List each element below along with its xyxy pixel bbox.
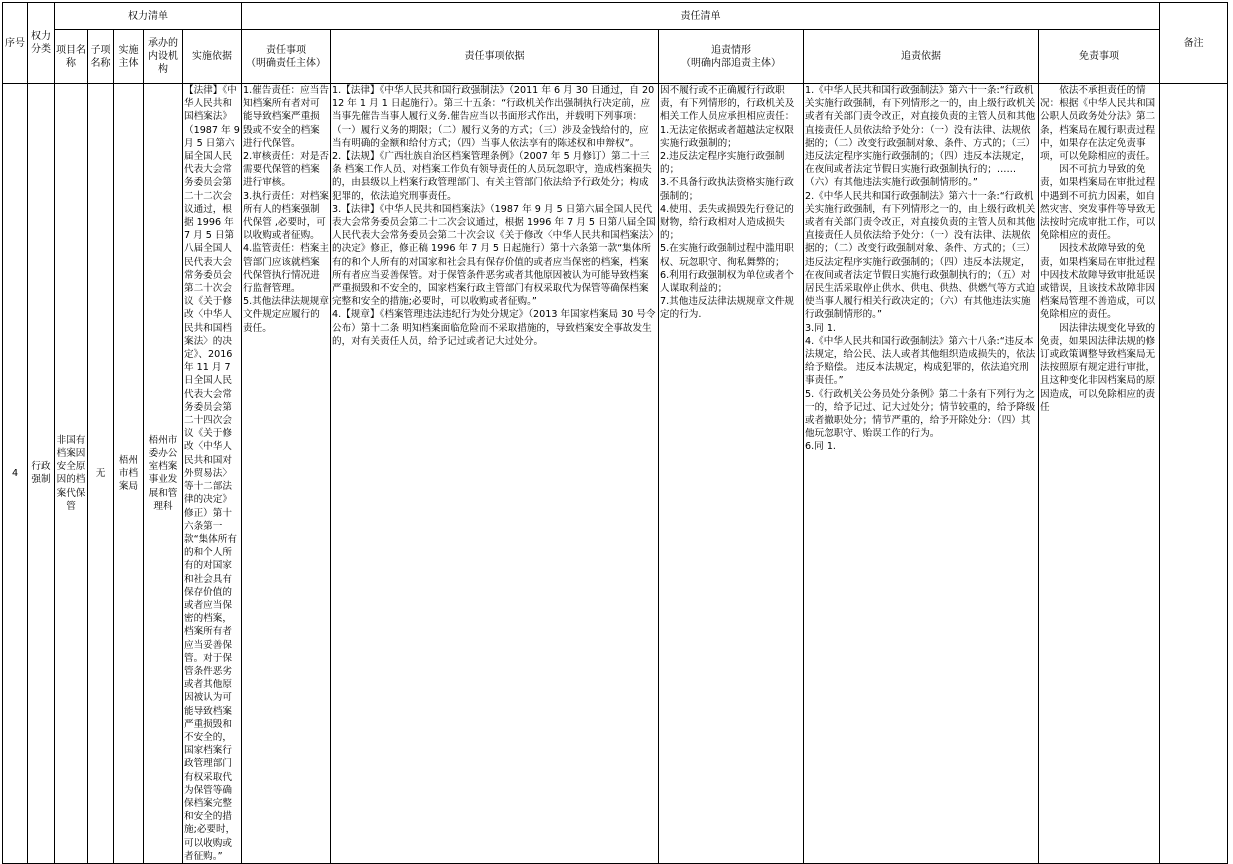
header-seq: 序号	[3, 3, 28, 84]
header-sub-item-name: 子项名称	[88, 30, 114, 84]
row-seq: 4	[3, 84, 28, 864]
header-duty-subtitle: （明确责任主体）	[246, 57, 327, 69]
header-remarks: 备注	[1160, 3, 1228, 84]
header-accountability-basis: 追责依据	[804, 30, 1039, 84]
exemption-paragraph: 依法不承担责任的情况：根据《中华人民共和国公职人员政务处分法》第二条，档案局在履行职责过程中，如果存在法定免责事项，可以免除相应的责任。	[1040, 85, 1156, 163]
header-internal-org: 承办的内设机构	[144, 30, 183, 84]
power-responsibility-table	[2, 2, 1228, 864]
header-subject: 实施主体	[114, 30, 144, 84]
row-item-name: 非国有档案因安全原因的档案代保管	[55, 84, 88, 864]
header-basis: 实施依据	[183, 30, 242, 84]
header-duty	[242, 30, 331, 84]
header-exemption: 免责事项	[1039, 30, 1160, 84]
header-responsibility-list: 责任清单	[242, 3, 1160, 30]
row-subject: 梧州市档案局	[114, 84, 144, 864]
exemption-paragraph: 因技术故障导致的免责，如果档案局在审批过程中因技术故障导致审批延误或错误，且该技术故障非因档案局管理不善造成，可以免除相应的责任。	[1040, 243, 1156, 321]
row-basis: 【法律】《中华人民共和国档案法》（1987 年 9 月 5 日第六届全国人民代表大会常务委员会第二十二次会议通过，根据 1996 年 7 月 5 日第八届全国人民代表大会常务委员会第二十次会议《关于修改〈中华人民共和国档案法〉的决定》、2016 年 11 月 7 日全国人民代表大会常务委员会第二十四次会议《关于修改〈中华人民共和国对外贸易法〉等十二部法律的决定》修正）第十六条第一款“集体所有的和个人所有的对国家和社会具有保存价值的或者应当保密的档案，档案所有者应当妥善保管。对于保管条件恶劣或者其他原因被认为可能导致档案严重损毁和不安全的，国家档案行政管理部门有权采取代为保管等确保档案完整和安全的措施;必要时，可以收购或者征购。”	[184, 85, 240, 862]
exemption-paragraph: 因法律法规变化导致的免责，如果因法律法规的修订或政策调整导致档案局无法按照原有规定进行审批，且这种变化非因档案局的原因造成，可以免除相应的责任	[1040, 322, 1156, 413]
row-exemption	[1039, 84, 1160, 864]
row-accountability-basis: 1.《中华人民共和国行政强制法》第六十一条:“行政机关实施行政强制，有下列情形之一的，由上级行政机关或者有关部门责令改正，对直接负责的主管人员和其他直接责任人员依法给予处分：（一）没有法律、法规依据的；（二）改变行政强制对象、条件、方式的；（三）违反法定程序实施行政强制的；（四）违反本法规定，在夜间或者法定节假日实施行政强制执行的；……（六）有其他违法实施行政强制情形的。” 2.《中华人民共和国行政强制法》第六十一条:“行政机关实施行政强制，有下列情形之一的，由上级行政机关或者有关部门责令改正，对直接负责的主管人员和其他直接责任人员依法给予处分：（一）没有法律、法规依据的；（二）改变行政强制对象、条件、方式的；（三）违反法定程序实施行政强制的；（四）违反本法规定，在夜间或者法定节假日实施行政强制执行的；（五）对居民生活采取停止供水、供电、供热、供燃气等方式迫使当事人履行相关行政决定的；（六）有其他违法实施行政强制情形的。” 3.同 1. 4.《中华人民共和国行政强制法》第六十八条:“违反本法规定，给公民、法人或者其他组织造成损失的，依法给予赔偿。 违反本法规定，构成犯罪的，依法追究刑事责任。” 5.《行政机关公务员处分条例》第二十条有下列行为之一的，给予记过、记大过处分；情节较重的，给予降级或者撤职处分；情节严重的，给予开除处分：（四）其他玩忽职守、贻误工作的行为。 6.同 1.	[804, 84, 1039, 864]
row-duty: 1.催告责任：应当告知档案所有者对可能导致档案严重损毁或不安全的档案进行代保管。 2.审核责任：对是否需要代保管的档案进行审核。 3.执行责任：对档案所有人的档案强制代保管 ,必要时，可以收购或者征购。 4.监管责任：档案主管部门应该就档案代保管执行情况进行监督管理。 5.其他法律法规规章文件规定应履行的责任。	[242, 84, 331, 864]
header-duty-basis: 责任事项依据	[331, 30, 659, 84]
header-item-name: 项目名称	[55, 30, 88, 84]
header-duty-title: 责任事项	[266, 44, 307, 56]
row-sub-item-name: 无	[88, 84, 114, 864]
exemption-paragraph: 因不可抗力导致的免责，如果档案局在审批过程中遇到不可抗力因素，如自然灾害、突发事件等导致无法按时完成审批工作，可以免除相应的责任。	[1040, 164, 1156, 242]
row-accountability: 因不履行或不正确履行行政职责，有下列情形的，行政机关及相关工作人员应承担相应责任： 1.无法定依据或者超越法定权限实施行政强制的； 2.违反法定程序实施行政强制的； 3.不具备行政执法资格实施行政强制的； 4.使用、丢失或损毁先行登记的财物，给行政相对人造成损失的； 5.在实施行政强制过程中滥用职权、玩忽职守、徇私舞弊的； 6.利用行政强制权为单位或者个人谋取利益的； 7.其他违反法律法规规章文件规定的行为.	[659, 84, 804, 864]
row-category: 行政强制	[28, 84, 55, 864]
header-category: 权力分类	[28, 3, 55, 84]
header-accountability-title: 追责情形	[711, 44, 752, 56]
header-accountability	[659, 30, 804, 84]
row-duty-basis: 1.【法律】《中华人民共和国行政强制法》（2011 年 6 月 30 日通过，自 2012 年 1 月 1 日起施行）。第三十五条：“行政机关作出强制执行决定前，应当事先催告当事人履行义务.催告应当以书面形式作出，并载明下列事项：（一）履行义务的期限；（二）履行义务的方式；（三）涉及金钱给付的，应当有明确的金额和给付方式；（四）当事人依法享有的陈述权和申辩权”。 2.【法规】《广西壮族自治区档案管理条例》（2007 年 5 月修订）第二十三条 档案工作人员、对档案工作负有领导责任的人员玩忽职守，造成档案损失的，由县级以上档案行政管理部门、有关主管部门依法给予行政处分；构成犯罪的，依法追究刑事责任。 3.【法律】《中华人民共和国档案法》（1987 年 9 月 5 日第六届全国人民代表大会常务委员会第二十二次会议通过，根据 1996 年 7 月 5 日第八届全国人民代表大会常务委员会第二十次会议《关于修改〈中华人民共和国档案法〉的决定》修正，修正稿 1996 年 7 月 5 日起施行）第十六条第一款“集体所有的和个人所有的对国家和社会具有保存价值的或者应当保密的档案，档案所有者应当妥善保管。对于保管条件恶劣或者其他原因被认为可能导致档案严重损毁和不安全的，国家档案行政主管部门有权采取代为保管等确保档案完整和安全的措施;必要时，可以收购或者征购。” 4.【规章】《档案管理违法违纪行为处分规定》（2013 年国家档案局 30 号令公布）第十二条 明知档案面临危险而不采取措施的，导致档案安全事故发生的，对有关责任人员，给予记过或者记大过处分。	[331, 84, 659, 864]
header-power-list: 权力清单	[55, 3, 242, 30]
row-remarks	[1160, 84, 1228, 864]
row-internal-org: 梧州市委办公室档案事业发展和管理科	[144, 84, 183, 864]
header-accountability-subtitle: （明确内部追责主体）	[681, 57, 782, 69]
